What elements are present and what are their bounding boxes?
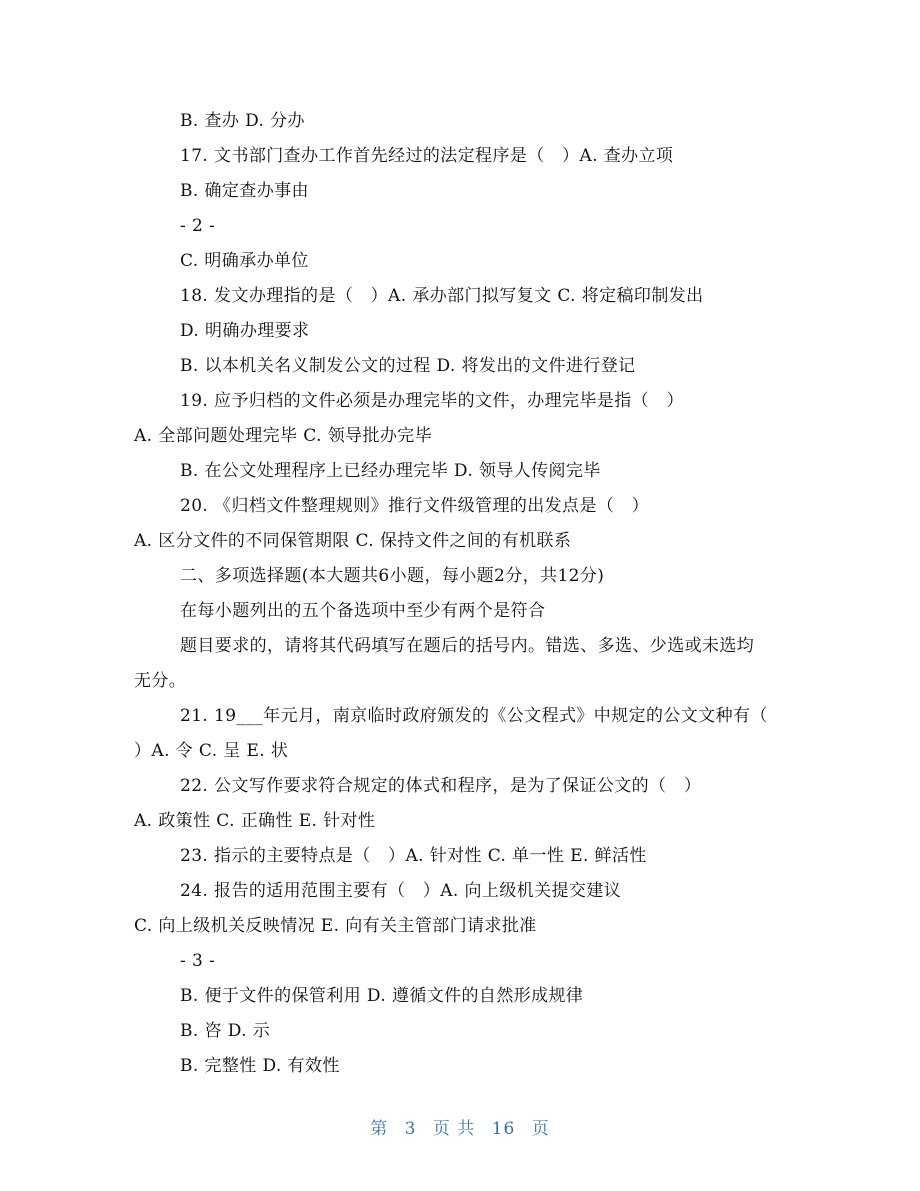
document-line: B. 在公文处理程序上已经办理完毕 D. 领导人传阅完毕 [180, 461, 601, 481]
document-line: A. 政策性 C. 正确性 E. 针对性 [134, 811, 376, 831]
footer-middle: 页 共 [432, 1119, 476, 1139]
document-line: - 3 - [180, 951, 216, 971]
document-line: B. 完整性 D. 有效性 [180, 1056, 340, 1076]
document-line: 23. 指示的主要特点是（ ）A. 针对性 C. 单一性 E. 鲜活性 [180, 846, 647, 866]
document-line: B. 以本机关名义制发公文的过程 D. 将发出的文件进行登记 [180, 356, 636, 376]
document-line: 17. 文书部门查办工作首先经过的法定程序是（ ）A. 查办立项 [180, 146, 674, 166]
document-line: B. 确定查办事由 [180, 181, 309, 201]
document-line: A. 区分文件的不同保管期限 C. 保持文件之间的有机联系 [134, 531, 572, 551]
document-line: 21. 19___年元月，南京临时政府颁发的《公文程式》中规定的公文文种有（ [180, 706, 768, 726]
document-line: 22. 公文写作要求符合规定的体式和程序，是为了保证公文的（ ） [180, 776, 702, 796]
document-line: D. 明确办理要求 [180, 321, 310, 341]
document-line: - 2 - [180, 216, 216, 236]
document-line: C. 向上级机关反映情况 E. 向有关主管部门请求批准 [134, 916, 537, 936]
document-line: B. 查办 D. 分办 [180, 111, 305, 131]
document-line: 18. 发文办理指的是（ ）A. 承办部门拟写复文 C. 将定稿印制发出 [180, 286, 704, 306]
footer-suffix: 页 [531, 1119, 550, 1139]
document-line: ）A. 令 C. 呈 E. 状 [134, 741, 289, 761]
page-footer [0, 1114, 920, 1139]
document-line: 24. 报告的适用范围主要有（ ）A. 向上级机关提交建议 [180, 881, 622, 901]
document-line: C. 明确承办单位 [180, 251, 309, 271]
document-line: 20. 《归档文件整理规则》推行文件级管理的出发点是（ ） [180, 496, 650, 516]
document-line: 无分。 [134, 671, 187, 691]
footer-current-page: 3 [404, 1119, 417, 1139]
document-line: A. 全部问题处理完毕 C. 领导批办完毕 [134, 426, 433, 446]
document-line: B. 咨 D. 示 [180, 1021, 271, 1041]
footer-total-pages: 16 [491, 1119, 516, 1139]
document-line: 19. 应予归档的文件必须是办理完毕的文件，办理完毕是指（ ） [180, 391, 684, 411]
document-line: 二、多项选择题(本大题共6小题，每小题2分，共12分) [180, 566, 605, 586]
document-line: 在每小题列出的五个备选项中至少有两个是符合 [180, 601, 546, 621]
document-line: 题目要求的，请将其代码填写在题后的括号内。错选、多选、少选或未选均 [180, 636, 755, 656]
footer-prefix: 第 [370, 1119, 389, 1139]
document-line: B. 便于文件的保管利用 D. 遵循文件的自然形成规律 [180, 986, 584, 1006]
